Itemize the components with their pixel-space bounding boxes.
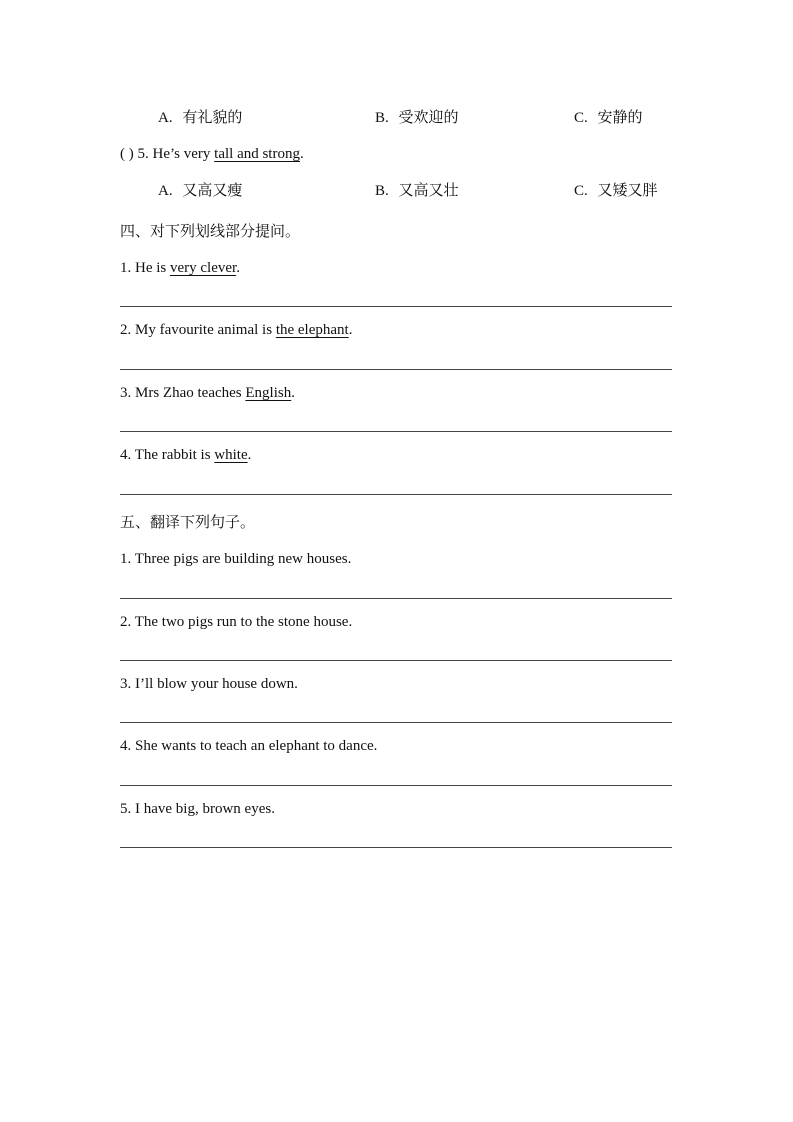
option-text: 有礼貌的 <box>182 108 243 126</box>
item-prefix: 3. Mrs Zhao teaches <box>120 385 246 401</box>
option-letter: A. <box>158 183 173 199</box>
answer-line[interactable] <box>120 847 672 848</box>
s4-item-1 <box>120 259 240 277</box>
option-letter: C. <box>574 183 588 199</box>
q4-option-b <box>375 108 459 127</box>
question-5 <box>120 145 304 163</box>
answer-bracket: ( ) <box>120 146 134 162</box>
section-4-heading: 四、对下列划线部分提问。 <box>120 222 301 240</box>
option-text: 又高又瘦 <box>182 181 243 199</box>
option-text: 安静的 <box>597 108 643 126</box>
underlined-phrase: English <box>245 385 292 401</box>
option-letter: B. <box>375 110 389 126</box>
q5-option-a <box>158 181 242 200</box>
answer-line[interactable] <box>120 785 672 786</box>
item-suffix: . <box>247 447 252 463</box>
question-prefix: 5. He’s very <box>137 146 215 162</box>
item-prefix: 4. The rabbit is <box>120 447 215 463</box>
question-suffix: . <box>299 146 304 162</box>
q5-option-b <box>375 181 459 200</box>
option-text: 又矮又胖 <box>597 181 658 199</box>
q4-option-c <box>574 108 643 127</box>
answer-line[interactable] <box>120 494 672 495</box>
answer-line[interactable] <box>120 722 672 723</box>
s5-item-4: 4. She wants to teach an elephant to dance. <box>120 738 378 754</box>
item-suffix: . <box>291 385 295 401</box>
s4-item-4 <box>120 446 251 464</box>
item-prefix: 2. My favourite animal is <box>120 322 276 338</box>
underlined-phrase: white <box>214 447 248 463</box>
answer-line[interactable] <box>120 598 672 599</box>
s5-item-1: 1. Three pigs are building new houses. <box>120 551 352 567</box>
answer-line[interactable] <box>120 369 672 370</box>
option-text: 又高又壮 <box>398 181 459 199</box>
item-prefix: 1. He is <box>120 260 170 276</box>
item-suffix: . <box>236 260 240 276</box>
option-letter: C. <box>574 110 588 126</box>
s5-item-5: 5. I have big, brown eyes. <box>120 801 275 817</box>
underlined-phrase: the elephant <box>275 322 349 338</box>
option-letter: A. <box>158 110 173 126</box>
underlined-phrase: very clever <box>170 260 237 276</box>
s4-item-2 <box>120 321 352 339</box>
s5-item-2: 2. The two pigs run to the stone house. <box>120 614 353 630</box>
underlined-phrase: tall and strong <box>214 146 300 162</box>
q4-option-a <box>158 108 242 127</box>
item-suffix: . <box>348 322 353 338</box>
answer-line[interactable] <box>120 431 672 432</box>
option-text: 受欢迎的 <box>398 108 459 126</box>
s5-item-3: 3. I’ll blow your house down. <box>120 676 298 692</box>
option-letter: B. <box>375 183 389 199</box>
section-5-heading: 五、翻译下列句子。 <box>120 513 256 531</box>
answer-line[interactable] <box>120 306 672 307</box>
s4-item-3 <box>120 384 295 402</box>
q5-option-c <box>574 181 658 200</box>
answer-line[interactable] <box>120 660 672 661</box>
